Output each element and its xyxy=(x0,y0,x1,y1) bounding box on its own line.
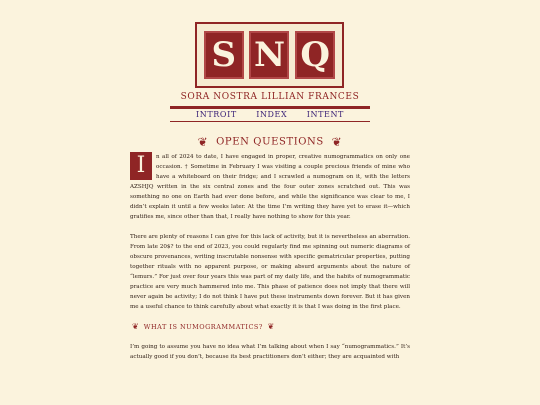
article-title xyxy=(170,135,370,149)
main-nav xyxy=(170,110,370,119)
logo-letter-q: Q xyxy=(295,31,335,79)
nav-introit-link[interactable]: INTROIT xyxy=(196,110,237,119)
article-title-text: OPEN QUESTIONS xyxy=(216,136,324,148)
header-rule-top xyxy=(170,106,370,109)
article-paragraph-1 xyxy=(130,152,410,222)
section-fleuron-left-icon: ❦ xyxy=(132,322,140,331)
section-heading-text: WHAT IS NUMOGRAMMATICS? xyxy=(143,323,263,331)
article-body xyxy=(130,152,410,372)
nav-index-link[interactable]: INDEX xyxy=(256,110,288,119)
header-rule-bottom xyxy=(170,121,370,122)
article-paragraph-3: I’m going to assume you have no idea what I’m talking about when I say “numogrammatics.” It’s actually good if you don’t, because its best practitioners don’t either; they are acquainted with xyxy=(130,344,410,360)
nav-intent-link[interactable]: INTENT xyxy=(306,110,344,119)
paragraph-1-text: n all of 2024 to date, I have engaged in proper, creative numogrammatics on only one occasion. † Sometime in February I was visiting a couple precious friends of mine who have a whiteboard on their fridge; and I scrawled a numogram on it, with the letters AZSHJQ written in the six central zones and the four outer zones scratched out. This was something no one on Earth had ever done before, and while the significance was clear to me, I didn’t explain it until a few weeks later. At the time I’m writing they have yet to erase it—which gratifies me, since other than that, I really have nothing to show for this year. xyxy=(130,154,410,220)
section-heading xyxy=(130,322,410,332)
dropcap: I xyxy=(130,152,152,180)
logo-letter-n: N xyxy=(249,31,289,79)
fleuron-right-icon: ❦ xyxy=(331,135,343,149)
fleuron-left-icon: ❦ xyxy=(197,135,209,149)
article-paragraph-2: There are plenty of reasons I can give for this lack of activity, but it is nevertheless an aberration. From late 20$? to the end of 2023, you could regularly find me spinning out numeric diagrams of obscure provenances, writing inscrutable nonsense with specific gematricular properties, putting together rituals with no apparent purpose, or making absurd arguments about the nature of “lemurs.” For just over four years this was part of my daily life, and the habits of numogrammatic practice are very much hammered into me. This phase of patience does not imply that there will never again be activity; I do not think I have put these instruments down forever. But it has given me a useful chance to think carefully about what exactly it is that I was doing in the first place. xyxy=(130,234,410,310)
site-logo[interactable] xyxy=(195,22,344,88)
section-fleuron-right-icon: ❦ xyxy=(267,322,275,331)
site-title: SORA NOSTRA LILLIAN FRANCES xyxy=(180,92,360,102)
logo-letter-s: S xyxy=(204,31,244,79)
